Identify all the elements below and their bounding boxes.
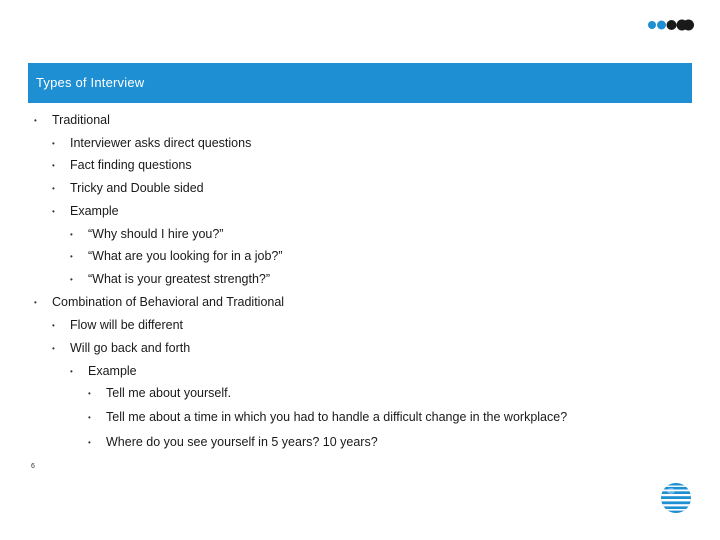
bullet-text: “Why should I hire you?” [88,227,224,241]
bullet-text: Fact finding questions [70,158,192,172]
bullet-text: Example [70,204,119,218]
bullet-item [52,204,119,218]
bullet-text: “What are you looking for in a job?” [88,249,283,263]
bullet-item [34,295,284,309]
bullet-text: Where do you see yourself in 5 years? 10 years? [106,435,378,449]
bullet-glyph: • [34,115,37,125]
bullet-glyph: • [70,366,73,376]
bullet-text: Tell me about yourself. [106,386,232,400]
bullet-glyph: • [52,343,55,353]
bullet-item [52,341,190,355]
bullet-item [88,410,567,424]
bullet-item [52,158,192,172]
bullet-item [52,136,251,150]
bullet-text: Tell me about a time in which you had to handle a difficult change in the workplace? [106,410,568,424]
bullet-glyph: • [70,274,73,284]
bullet-item [70,227,223,241]
bullet-item [34,113,110,127]
bullet-glyph: • [88,437,91,447]
bullet-text: “What is your greatest strength?” [88,272,271,286]
bullet-glyph: • [52,183,55,193]
bullet-item [52,181,204,195]
bullet-text: Traditional [52,113,110,127]
bullet-glyph: • [52,160,55,170]
bullet-glyph: • [88,388,91,398]
bullet-text: Interviewer asks direct questions [70,136,252,150]
bullet-text: Will go back and forth [70,341,191,355]
bullet-glyph: • [70,251,73,261]
bullet-item [70,272,270,286]
bullet-glyph: • [52,138,55,148]
bullet-text: Combination of Behavioral and Traditional [52,295,285,309]
slide-title: Types of Interview [36,75,145,90]
bullet-item [88,386,231,400]
bullet-text: Example [88,364,137,378]
bullet-text: Flow will be different [70,318,184,332]
bullet-item [70,249,283,263]
bullet-item [52,318,183,332]
bullet-item [88,435,378,449]
bullet-glyph: • [34,297,37,307]
bullet-glyph: • [88,412,91,422]
bullet-glyph: • [70,229,73,239]
bullet-glyph: • [52,206,55,216]
bullet-item [70,364,137,378]
globe-logo-icon [660,482,692,514]
bullet-glyph: • [52,320,55,330]
bullet-text: Tricky and Double sided [70,181,204,195]
page-number: 6 [31,463,35,470]
